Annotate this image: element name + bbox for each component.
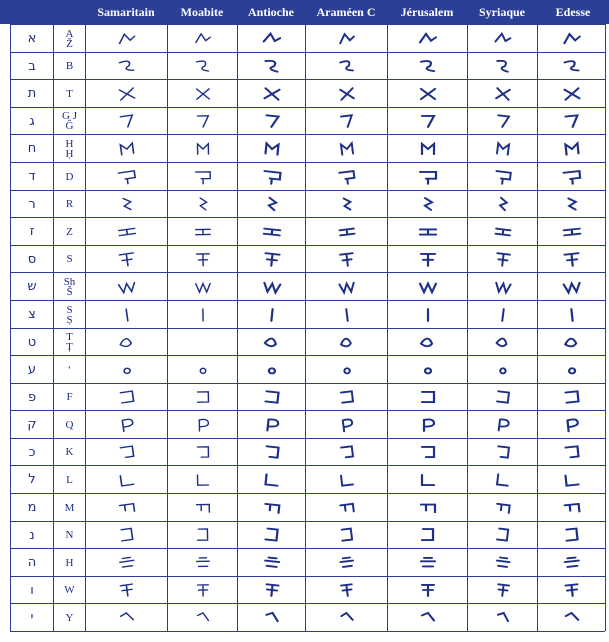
latin-letter: Ṣ	[66, 313, 73, 326]
latin-transliteration	[54, 53, 85, 79]
script-glyph	[388, 301, 467, 328]
column-header-jerusalem: Jérusalem	[400, 5, 454, 19]
hebrew-letter: ת	[27, 86, 37, 101]
script-glyph	[468, 273, 537, 300]
script-glyph	[538, 356, 605, 383]
script-glyph	[468, 191, 537, 217]
hebrew-letter: ג	[29, 113, 35, 129]
script-glyph	[388, 384, 467, 410]
script-glyph	[538, 577, 605, 603]
hebrew-letter: ש	[27, 279, 37, 294]
script-glyph	[86, 135, 167, 162]
script-glyph	[168, 246, 237, 272]
script-glyph	[538, 135, 605, 162]
latin-transliteration	[54, 218, 85, 245]
script-glyph	[238, 439, 305, 465]
script-glyph	[306, 494, 387, 521]
script-glyph	[538, 246, 605, 272]
script-glyph	[238, 246, 305, 272]
script-glyph	[468, 577, 537, 603]
latin-letter: S	[66, 253, 73, 265]
script-glyph	[306, 53, 387, 79]
script-glyph	[168, 466, 237, 493]
script-glyph	[238, 218, 305, 245]
script-glyph	[86, 439, 167, 465]
script-glyph	[468, 53, 537, 79]
script-glyph	[388, 53, 467, 79]
script-glyph	[468, 218, 537, 245]
latin-transliteration	[54, 301, 85, 328]
script-glyph	[168, 273, 237, 300]
column-header-samaritain: Samaritain	[97, 5, 155, 19]
script-glyph	[168, 356, 237, 383]
script-glyph	[306, 356, 387, 383]
script-glyph	[168, 218, 237, 245]
script-glyph	[468, 439, 537, 465]
latin-letter: Y	[65, 611, 74, 624]
latin-letter: B	[65, 60, 74, 72]
latin-letter: Ḥ	[65, 147, 74, 160]
script-glyph	[388, 246, 467, 272]
script-glyph	[238, 356, 305, 383]
script-glyph	[538, 273, 605, 300]
script-glyph	[468, 163, 537, 190]
script-glyph	[388, 25, 467, 52]
script-glyph	[306, 549, 387, 576]
script-glyph	[168, 549, 237, 576]
latin-transliteration	[54, 411, 85, 438]
latin-letter: A	[65, 27, 74, 40]
script-glyph	[306, 604, 387, 631]
hebrew-letter: ה	[27, 555, 37, 570]
script-glyph	[86, 411, 167, 438]
script-glyph	[86, 356, 167, 383]
latin-letter: Q	[65, 418, 74, 431]
script-glyph	[86, 301, 167, 328]
latin-transliteration	[54, 191, 85, 217]
script-glyph	[86, 494, 167, 521]
script-glyph	[86, 25, 167, 52]
script-glyph	[538, 218, 605, 245]
latin-transliteration	[54, 604, 85, 631]
latin-letter: Ž	[66, 37, 73, 50]
script-glyph	[468, 356, 537, 383]
hebrew-letter: ס	[27, 251, 37, 267]
script-glyph	[306, 25, 387, 52]
script-glyph	[306, 246, 387, 272]
hebrew-letter: ו	[30, 582, 34, 598]
latin-transliteration	[54, 163, 85, 190]
script-glyph	[238, 273, 305, 300]
hebrew-letter: ד	[28, 169, 36, 184]
script-glyph	[86, 384, 167, 410]
script-glyph	[238, 25, 305, 52]
latin-letter: Ĝ	[65, 120, 74, 132]
latin-letter: N	[65, 529, 74, 541]
latin-letter: Š	[66, 285, 73, 298]
script-glyph	[468, 246, 537, 272]
script-glyph	[86, 273, 167, 300]
latin-transliteration	[54, 549, 85, 576]
latin-letter: H	[65, 556, 74, 569]
script-glyph	[538, 604, 605, 631]
hebrew-letter: ז	[29, 224, 35, 239]
script-glyph	[538, 549, 605, 576]
latin-transliteration	[54, 329, 85, 355]
script-glyph	[168, 522, 237, 548]
script-glyph	[388, 108, 467, 134]
script-glyph	[388, 522, 467, 548]
script-glyph	[388, 577, 467, 603]
script-glyph	[468, 384, 537, 410]
script-glyph	[168, 80, 237, 107]
script-glyph	[388, 356, 467, 383]
hebrew-letter: ק	[27, 417, 37, 432]
script-glyph	[238, 329, 305, 355]
hebrew-letter: ח	[27, 141, 37, 156]
latin-letter: F	[66, 391, 73, 403]
latin-letter: Ṭ	[66, 341, 73, 353]
latin-letter: L	[66, 473, 73, 486]
script-glyph	[168, 191, 237, 217]
column-header-syriaque: Syriaque	[478, 5, 525, 19]
script-glyph	[538, 466, 605, 493]
script-glyph	[468, 549, 537, 576]
script-glyph	[468, 301, 537, 328]
latin-letter: M	[64, 501, 75, 514]
script-glyph	[538, 384, 605, 410]
latin-transliteration	[54, 384, 85, 410]
hebrew-letter: נ	[29, 527, 35, 543]
script-glyph	[388, 135, 467, 162]
hebrew-letter: ט	[27, 334, 37, 350]
script-glyph	[86, 108, 167, 134]
latin-letter: G J	[62, 110, 77, 122]
hebrew-letter: ר	[28, 196, 36, 212]
hebrew-letter: צ	[28, 307, 36, 322]
latin-transliteration	[54, 494, 85, 521]
column-header-arameen-c: Araméen C	[316, 5, 376, 19]
latin-transliteration	[54, 80, 85, 107]
script-glyph	[388, 411, 467, 438]
script-glyph	[468, 604, 537, 631]
script-glyph	[388, 494, 467, 521]
hebrew-letter: י	[30, 610, 34, 625]
latin-transliteration	[54, 273, 85, 300]
script-glyph	[238, 549, 305, 576]
script-glyph	[86, 577, 167, 603]
script-glyph	[86, 218, 167, 245]
script-glyph	[388, 466, 467, 493]
script-glyph	[468, 135, 537, 162]
script-glyph	[538, 25, 605, 52]
script-glyph	[468, 466, 537, 493]
script-glyph	[388, 80, 467, 107]
script-glyph	[306, 218, 387, 245]
script-glyph	[86, 163, 167, 190]
script-glyph	[168, 301, 237, 328]
latin-letter: H	[65, 137, 74, 150]
alphabet-comparison-table	[10, 24, 605, 631]
script-glyph	[168, 108, 237, 134]
script-glyph	[388, 439, 467, 465]
script-glyph	[238, 577, 305, 603]
latin-letter: W	[64, 584, 75, 596]
script-glyph	[306, 80, 387, 107]
script-glyph	[168, 494, 237, 521]
script-glyph	[468, 494, 537, 521]
latin-letter: R	[65, 198, 74, 210]
script-glyph	[86, 604, 167, 631]
latin-letter: D	[65, 170, 74, 183]
script-glyph	[468, 329, 537, 355]
latin-letter: T	[66, 87, 73, 100]
latin-transliteration	[54, 135, 85, 162]
script-glyph	[538, 191, 605, 217]
script-glyph	[306, 466, 387, 493]
hebrew-letter: א	[27, 31, 37, 46]
script-glyph	[468, 522, 537, 548]
script-glyph	[538, 163, 605, 190]
script-glyph	[306, 191, 387, 217]
latin-transliteration	[54, 577, 85, 603]
script-glyph	[306, 577, 387, 603]
column-header-edesse: Edesse	[555, 5, 591, 19]
script-glyph	[306, 108, 387, 134]
latin-transliteration	[54, 356, 85, 383]
script-glyph	[238, 108, 305, 134]
script-glyph	[468, 108, 537, 134]
script-glyph	[86, 191, 167, 217]
script-glyph	[538, 53, 605, 79]
script-glyph	[306, 301, 387, 328]
script-glyph	[388, 218, 467, 245]
script-glyph	[168, 384, 237, 410]
script-glyph	[468, 25, 537, 52]
script-glyph	[86, 53, 167, 79]
script-glyph	[468, 411, 537, 438]
hebrew-letter: כ	[28, 444, 36, 460]
script-glyph	[306, 384, 387, 410]
latin-transliteration	[54, 439, 85, 465]
script-glyph	[168, 53, 237, 79]
script-glyph	[238, 494, 305, 521]
script-glyph	[168, 411, 237, 438]
hebrew-letter: פ	[27, 389, 37, 405]
script-glyph	[168, 439, 237, 465]
script-glyph	[238, 384, 305, 410]
script-glyph	[238, 522, 305, 548]
script-glyph	[238, 163, 305, 190]
script-glyph	[168, 604, 237, 631]
latin-transliteration	[54, 25, 85, 52]
script-glyph	[388, 549, 467, 576]
latin-letter: K	[65, 446, 74, 458]
script-glyph	[538, 80, 605, 107]
script-glyph	[388, 191, 467, 217]
script-glyph	[238, 135, 305, 162]
script-glyph	[238, 301, 305, 328]
latin-letter: Z	[66, 225, 73, 238]
script-glyph	[306, 135, 387, 162]
script-glyph	[538, 411, 605, 438]
script-glyph	[238, 191, 305, 217]
hebrew-letter: מ	[27, 500, 37, 515]
script-glyph	[538, 301, 605, 328]
script-glyph	[238, 53, 305, 79]
table-header	[0, 0, 609, 24]
script-glyph	[238, 411, 305, 438]
latin-transliteration	[54, 108, 85, 134]
latin-transliteration	[54, 246, 85, 272]
script-glyph	[306, 522, 387, 548]
script-glyph	[388, 273, 467, 300]
script-glyph	[86, 522, 167, 548]
hebrew-letter: ע	[27, 362, 37, 377]
script-glyph	[306, 411, 387, 438]
script-glyph	[538, 329, 605, 355]
script-glyph	[168, 577, 237, 603]
latin-letter: S	[66, 303, 73, 316]
script-glyph	[306, 163, 387, 190]
script-glyph	[306, 439, 387, 465]
hebrew-letter: ל	[28, 472, 36, 487]
latin-transliteration	[54, 466, 85, 493]
script-glyph	[538, 522, 605, 548]
latin-letter: ʻ	[67, 363, 72, 376]
script-glyph	[86, 246, 167, 272]
script-glyph	[86, 549, 167, 576]
script-glyph	[538, 494, 605, 521]
script-glyph	[468, 80, 537, 107]
script-glyph	[388, 604, 467, 631]
column-header-moabite: Moabite	[180, 5, 224, 19]
hebrew-letter: ב	[28, 58, 36, 74]
latin-transliteration	[54, 522, 85, 548]
script-glyph	[168, 25, 237, 52]
latin-letter: T	[66, 331, 73, 343]
script-glyph	[168, 135, 237, 162]
script-glyph	[168, 163, 237, 190]
script-glyph	[538, 439, 605, 465]
script-glyph	[86, 80, 167, 107]
script-glyph	[86, 466, 167, 493]
script-glyph	[388, 329, 467, 355]
latin-letter: Sh	[63, 275, 76, 288]
script-glyph	[238, 604, 305, 631]
script-glyph	[306, 273, 387, 300]
column-header-antioche: Antioche	[248, 5, 294, 19]
script-glyph	[538, 108, 605, 134]
script-glyph	[86, 329, 167, 355]
script-glyph	[388, 163, 467, 190]
script-glyph	[238, 80, 305, 107]
script-glyph	[306, 329, 387, 355]
script-glyph	[238, 466, 305, 493]
